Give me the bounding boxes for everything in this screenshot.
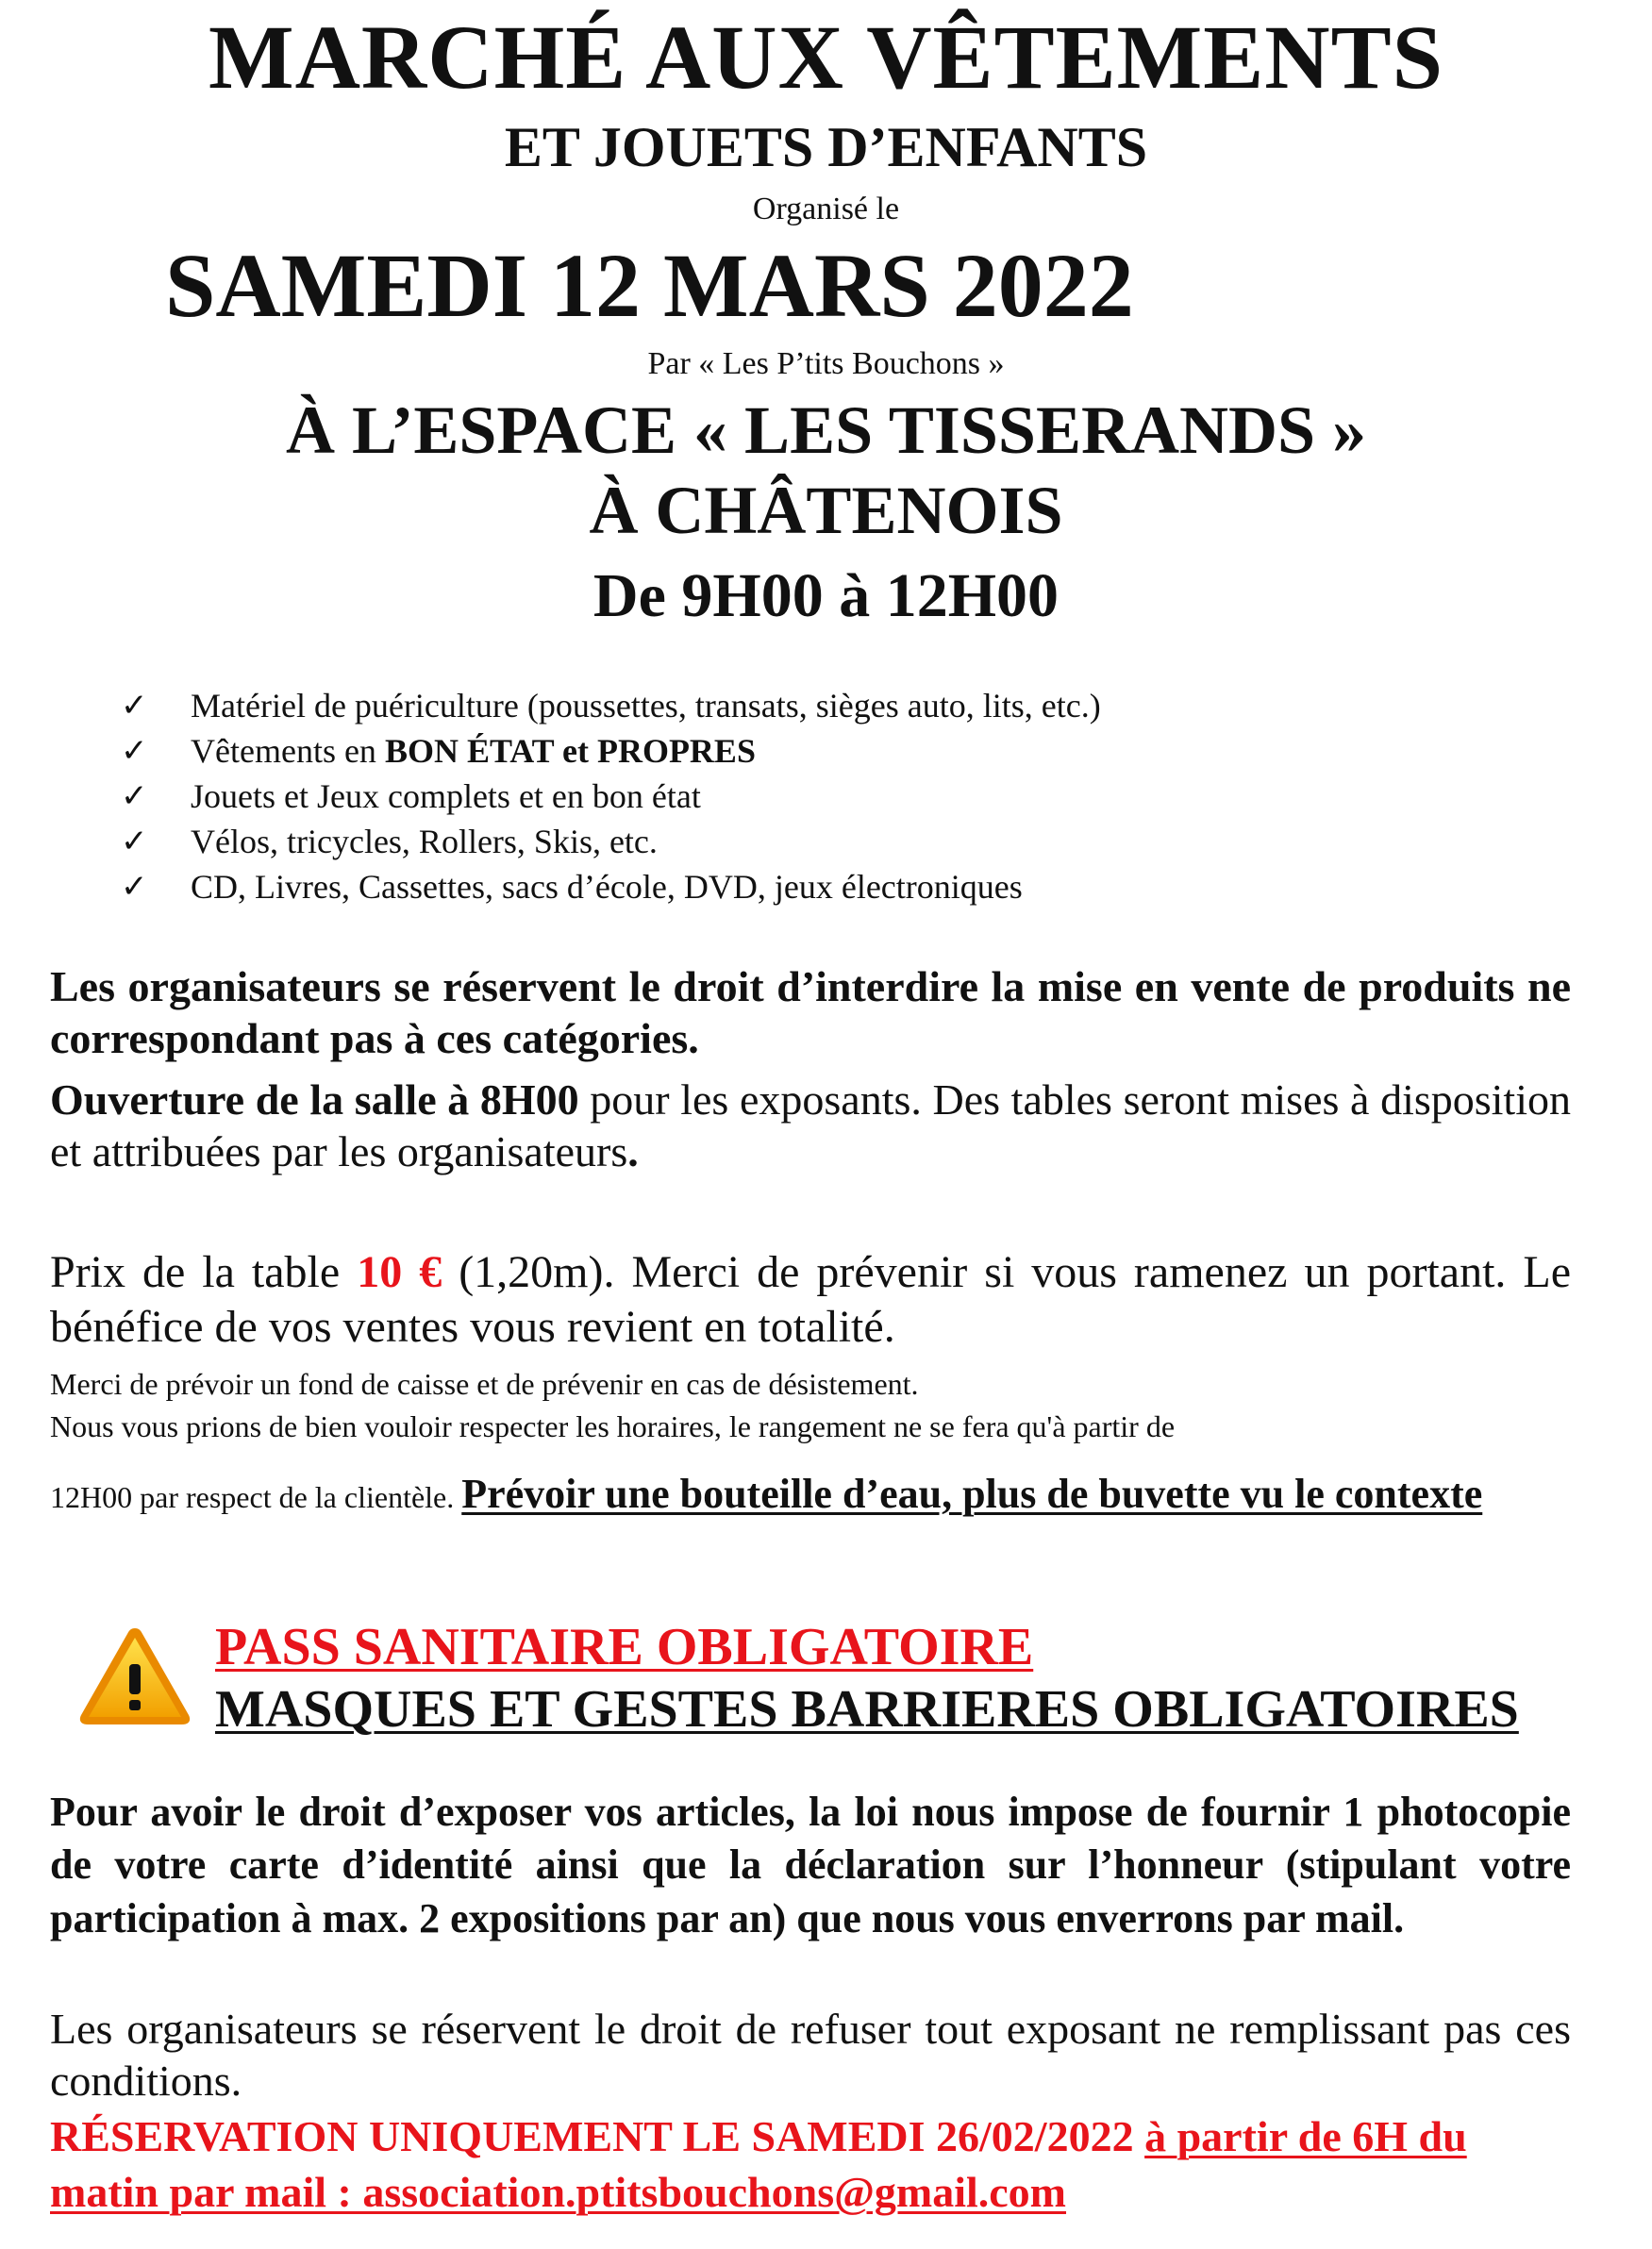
checkmark-icon: ✓ bbox=[121, 823, 148, 860]
health-pass-notice: PASS SANITAIRE OBLIGATOIRE bbox=[215, 1618, 1034, 1676]
checkmark-icon: ✓ bbox=[121, 687, 148, 725]
page-title: MARCHÉ AUX VÊTEMENTS bbox=[208, 7, 1444, 108]
event-town: À CHÂTENOIS bbox=[589, 473, 1063, 548]
list-item bbox=[121, 819, 1101, 864]
masks-notice: MASQUES ET GESTES BARRIERES OBLIGATOIRES bbox=[215, 1680, 1519, 1739]
list-item bbox=[121, 728, 1101, 774]
warning-icon bbox=[75, 1623, 194, 1730]
pricing-details: (1,20m). Merci de prévenir si vous ramenez un portant. Le bénéfice de vos ventes vous revient en totalité. bbox=[50, 1247, 1572, 1352]
opening-notice bbox=[50, 1074, 1571, 1177]
list-item-text: Jouets et Jeux complets et en bon état bbox=[191, 777, 701, 815]
opening-end: . bbox=[627, 1127, 639, 1176]
checkmark-icon: ✓ bbox=[121, 868, 148, 906]
legal-requirement: Pour avoir le droit d’exposer vos articles, la loi nous impose de fournir 1 photocopie de votre carte d’identité ainsi que la déclaration sur l’honneur (stipulant votre participation à max. 2 expositions par an) que nous vous enverrons par mail. bbox=[50, 1789, 1571, 1941]
water-notice: Prévoir une bouteille d’eau, plus de buvette vu le contexte bbox=[461, 1471, 1483, 1517]
categories-notice: Les organisateurs se réservent le droit d’interdire la mise en vente de produits ne correspondant pas à ces catégories. bbox=[50, 962, 1571, 1063]
list-item-text: Matériel de puériculture (poussettes, transats, sièges auto, lits, etc.) bbox=[191, 687, 1101, 725]
opening-time: Ouverture de la salle à 8H00 bbox=[50, 1075, 579, 1124]
reservation-date: RÉSERVATION UNIQUEMENT LE SAMEDI 26/02/2022 bbox=[50, 2112, 1145, 2160]
list-item bbox=[121, 683, 1101, 728]
float-note: Merci de prévoir un fond de caisse et de prévenir en cas de désistement. bbox=[50, 1367, 919, 1401]
page-subtitle: ET JOUETS D’ENFANTS bbox=[504, 116, 1148, 178]
opening-details: pour les exposants. Des tables seront mises à disposition et attribuées par les organisateurs bbox=[50, 1075, 1571, 1176]
schedule-note-end: 12H00 par respect de la clientèle. bbox=[50, 1480, 462, 1514]
schedule-note-line2 bbox=[50, 1465, 1571, 1524]
list-item-text-plain: Vêtements en bbox=[191, 732, 385, 770]
list-item bbox=[121, 864, 1101, 909]
organiser-name: Par « Les P’tits Bouchons » bbox=[647, 346, 1005, 381]
list-item-text: CD, Livres, Cassettes, sacs d’école, DVD, jeux électroniques bbox=[191, 868, 1023, 906]
list-item-text-bold: BON ÉTAT et PROPRES bbox=[384, 732, 756, 770]
table-price: 10 € bbox=[357, 1247, 442, 1297]
reservation-contact: à partir de 6H du matin par mail : association.ptitsbouchons@gmail.com bbox=[50, 2112, 1467, 2216]
pricing-intro: Prix de la table bbox=[50, 1247, 358, 1297]
list-item bbox=[121, 774, 1101, 819]
event-hours: De 9H00 à 12H00 bbox=[592, 561, 1060, 630]
pricing-notice bbox=[50, 1245, 1571, 1354]
refusal-notice: Les organisateurs se réservent le droit de refuser tout exposant ne remplissant pas ces conditions. bbox=[50, 2005, 1571, 2106]
list-item-text: Vélos, tricycles, Rollers, Skis, etc. bbox=[191, 823, 658, 860]
accepted-items-list bbox=[121, 683, 1101, 909]
checkmark-icon: ✓ bbox=[121, 732, 148, 770]
schedule-note-line1: Nous vous prions de bien vouloir respecter les horaires, le rangement ne se fera qu'à partir de bbox=[50, 1409, 1176, 1443]
list-item-text bbox=[191, 728, 756, 774]
organised-label: Organisé le bbox=[752, 192, 900, 226]
checkmark-icon: ✓ bbox=[121, 777, 148, 815]
event-venue: À L’ESPACE « LES TISSERANDS » bbox=[285, 392, 1367, 468]
event-date: SAMEDI 12 MARS 2022 bbox=[165, 235, 1134, 336]
reservation-notice bbox=[50, 2109, 1571, 2221]
